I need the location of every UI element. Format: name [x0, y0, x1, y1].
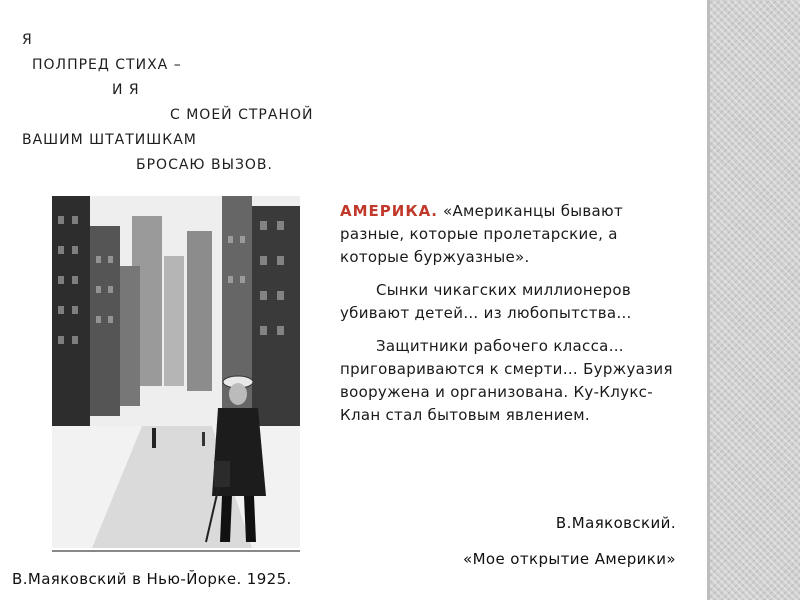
street-photo-illustration: [52, 196, 300, 548]
photo-caption: В.Маяковский в Нью-Йорке. 1925.: [12, 570, 292, 588]
photo-underline: [52, 550, 300, 552]
quote-source: «Мое открытие Америки»: [463, 550, 676, 568]
quote-heading: АМЕРИКА.: [340, 202, 438, 220]
quote-paragraph-1-text: «Американцы бывают разные, которые пролетарские, а которые буржуазные».: [340, 202, 623, 266]
poem-line: И Я: [112, 82, 140, 98]
quote-paragraph-1: [340, 200, 685, 269]
decorative-side-band: [710, 0, 800, 600]
historical-photo: [52, 196, 300, 548]
quote-block: [340, 200, 685, 437]
poem-line: БРОСАЮ ВЫЗОВ.: [136, 157, 273, 173]
poem-line: Я: [22, 32, 33, 48]
poem-line: ВАШИМ ШТАТИШКАМ: [22, 132, 197, 148]
poem-line: С МОЕЙ СТРАНОЙ: [170, 107, 314, 123]
quote-author: В.Маяковский.: [555, 514, 676, 532]
poem-line: ПОЛПРЕД СТИХА –: [32, 57, 182, 73]
quote-paragraph-2: Сынки чикагских миллионеров убивают детей… из любопытства…: [340, 281, 632, 322]
quote-paragraph-3: Защитники рабочего класса… приговариваются к смерти… Буржуазия вооружена и организована. Ку-Клукс-Клан стал бытовым явлением.: [340, 337, 673, 424]
